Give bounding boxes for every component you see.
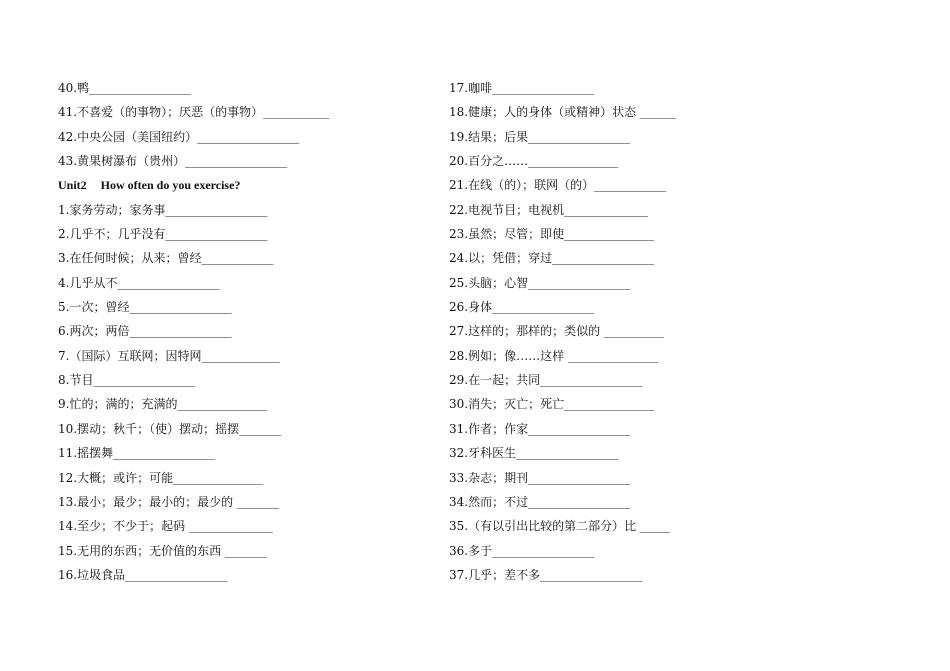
unit-label: Unit2 [58, 178, 87, 193]
vocab-item: 21.在线（的）；联网（的）____________ [449, 178, 667, 193]
vocab-item: 37.几乎；差不多_________________ [449, 567, 643, 582]
vocab-item: 24.以；凭借；穿过_________________ [449, 251, 655, 266]
vocab-item: 15.无用的东西；无价值的东西 _______ [58, 543, 267, 558]
vocab-item: 22.电视节目；电视机______________ [449, 202, 649, 217]
vocab-item: 18.健康；人的身体（或精神）状态 ______ [449, 105, 676, 120]
vocab-item: 13.最小；最少；最小的；最少的 _______ [58, 494, 279, 509]
vocab-item: 16.垃圾食品_________________ [58, 567, 228, 582]
vocab-item: 42.中央公园（美国纽约）_________________ [58, 129, 300, 144]
vocab-item: 20.百分之……_______________ [449, 154, 619, 169]
vocab-item: 34.然而；不过_________________ [449, 494, 631, 509]
vocab-item: 2.几乎不；几乎没有_________________ [58, 227, 268, 242]
vocab-item: 28.例如；像……这样 _______________ [449, 348, 658, 363]
vocab-item: 12.大概；或许；可能_______________ [58, 470, 264, 485]
vocab-item: 10.摆动；秋千；（使）摆动；摇摆_______ [58, 421, 282, 436]
vocab-item: 19.结果；后果_________________ [449, 129, 631, 144]
vocab-item: 25.头脑；心智_________________ [449, 275, 631, 290]
vocab-item: 14.至少；不少于；起码 ______________ [58, 519, 273, 534]
unit-title: How often do you exercise? [100, 178, 241, 193]
vocab-item: 33.杂志；期刊_________________ [449, 470, 631, 485]
vocab-item: 40.鸭_________________ [58, 81, 192, 95]
vocab-item: 5.一次；曾经_________________ [58, 300, 232, 315]
vocab-item: 26.身体_________________ [449, 300, 595, 315]
vocab-item: 6.两次；两倍_________________ [58, 324, 232, 339]
vocab-item: 41.不喜爱（的事物）；厌恶（的事物）___________ [58, 105, 330, 120]
vocab-item: 32.牙科医生_________________ [449, 446, 619, 461]
vocab-item: 3.在任何时候；从来；曾经____________ [58, 251, 274, 266]
vocab-item: 23.虽然；尽管；即使_______________ [449, 227, 655, 242]
vocab-item: 30.消失；灭亡；死亡_______________ [449, 397, 655, 412]
left-column [58, 78, 428, 589]
vocab-item: 7.（国际）互联网；因特网_____________ [58, 348, 280, 363]
vocab-item: 27.这样的；那样的；类似的 __________ [449, 324, 664, 339]
vocab-item: 4.几乎从不_________________ [58, 275, 220, 290]
vocab-item: 36.多于_________________ [449, 543, 595, 558]
right-column [449, 78, 829, 589]
vocab-item: 9.忙的；满的；充满的_______________ [58, 397, 268, 412]
unit-heading [58, 175, 428, 199]
vocab-item: 35.（有以引出比较的第二部分）比 _____ [449, 519, 670, 534]
vocab-item: 11.摇摆舞_________________ [58, 446, 216, 461]
vocab-item: 43.黄果树瀑布（贵州）_________________ [58, 154, 288, 169]
vocab-item: 29.在一起；共同_________________ [449, 373, 643, 388]
vocab-item: 17.咖啡_________________ [449, 81, 595, 95]
vocab-item: 31.作者；作家_________________ [449, 421, 631, 436]
vocab-item: 8.节目_________________ [58, 373, 196, 388]
vocab-item: 1.家务劳动；家务事_________________ [58, 202, 268, 217]
